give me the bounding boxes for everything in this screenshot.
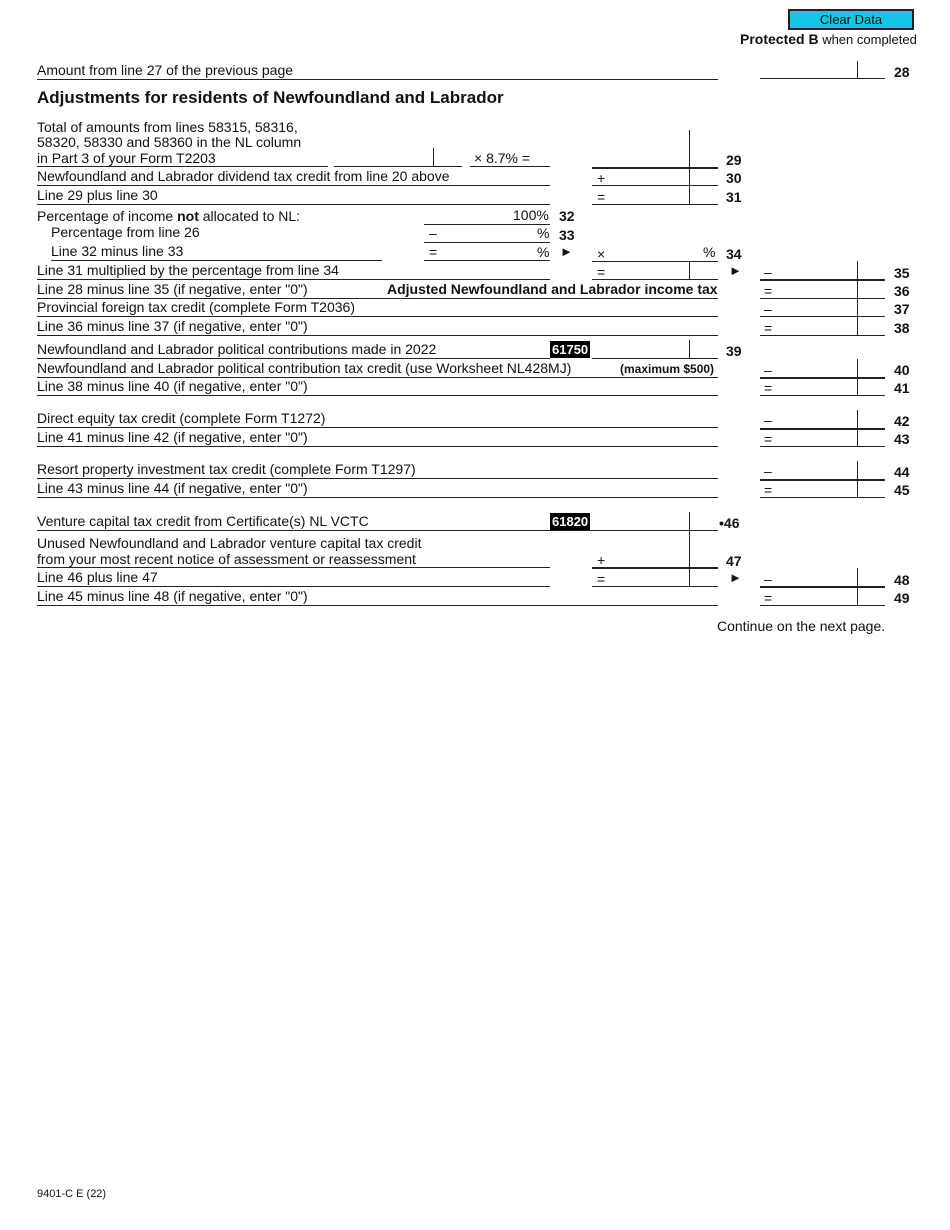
line-40-minus: –	[764, 362, 772, 378]
line-29-label-3: in Part 3 of your Form T2203	[37, 150, 216, 166]
line-28-number: 28	[894, 64, 910, 80]
line-43-label: Line 41 minus line 42 (if negative, enter "0")	[37, 429, 308, 445]
line-35-equals: =	[597, 264, 606, 280]
line-44-label: Resort property investment tax credit (complete Form T1297)	[37, 461, 416, 477]
line-33-minus: –	[429, 225, 437, 241]
line-39-amount-field[interactable]	[592, 340, 718, 358]
line-31-number: 31	[726, 189, 742, 205]
line-42-minus: –	[764, 412, 772, 428]
line-34-percent-sign: %	[537, 244, 550, 260]
form-id: 9401-C E (22)	[37, 1188, 107, 1200]
line-41-label: Line 38 minus line 40 (if negative, enter "0")	[37, 378, 308, 394]
line-41-equals: =	[764, 380, 773, 396]
line-32-label	[37, 208, 300, 224]
protected-b-bold: Protected B	[740, 31, 819, 47]
line-40-label: Newfoundland and Labrador political contribution tax credit (use Worksheet NL428MJ)	[37, 360, 572, 376]
line-32-label-pre: Percentage of income	[37, 208, 178, 224]
line-45-equals: =	[764, 482, 773, 498]
line-47-plus: +	[597, 552, 606, 568]
line-38-equals: =	[764, 320, 773, 336]
line-48-equals: =	[597, 571, 606, 587]
line-29-rate: × 8.7% =	[474, 150, 531, 166]
line-34-label: Line 32 minus line 33	[51, 243, 184, 259]
line-29-number: 29	[726, 152, 742, 168]
line-37-total-field[interactable]	[760, 299, 885, 316]
line-34-equals: =	[429, 244, 438, 260]
line-44-minus: –	[764, 463, 772, 479]
line-29-label-1: Total of amounts from lines 58315, 58316,	[37, 119, 298, 135]
line-31-label: Line 29 plus line 30	[37, 187, 158, 203]
clear-data-button[interactable]: Clear Data	[788, 9, 914, 30]
line-34-arrow-icon: ►	[560, 244, 573, 259]
line-34-number: 34	[726, 246, 742, 262]
line-45-number: 45	[894, 482, 910, 498]
line-32-label-post: allocated to NL:	[198, 208, 301, 224]
line-49-equals: =	[764, 590, 773, 606]
line-33-percent-sign: %	[537, 225, 550, 241]
line-47-number: 47	[726, 553, 742, 569]
line-36-number: 36	[894, 283, 910, 299]
line-37-number: 37	[894, 301, 910, 317]
line-45-total-field[interactable]	[760, 480, 885, 497]
line-44-number: 44	[894, 464, 910, 480]
line-33-percent-field[interactable]	[440, 225, 535, 242]
line-47-label-1: Unused Newfoundland and Labrador venture capital tax credit	[37, 535, 422, 551]
line-47-amount-field[interactable]	[592, 549, 718, 568]
line-31-equals: =	[597, 189, 606, 205]
line-34-times: ×	[597, 246, 606, 262]
line-38-number: 38	[894, 320, 910, 336]
line-37-label: Provincial foreign tax credit (complete Form T2036)	[37, 299, 355, 315]
line-36-bold-label: Adjusted Newfoundland and Labrador income tax	[387, 281, 718, 297]
line-32-number: 32	[559, 208, 575, 224]
line-37-minus: –	[764, 301, 772, 317]
line-39-code-61750: 61750	[552, 342, 589, 357]
line-30-label: Newfoundland and Labrador dividend tax credit from line 20 above	[37, 168, 450, 184]
line-47-label-2: from your most recent notice of assessment or reassessment	[37, 551, 416, 567]
line-33-label: Percentage from line 26	[51, 224, 200, 240]
line-28-label: Amount from line 27 of the previous page	[37, 62, 294, 78]
line-30-plus: +	[597, 170, 606, 186]
line-48-arrow-icon: ►	[729, 570, 742, 585]
line-29-input-field[interactable]	[334, 148, 462, 166]
line-35-amount-field[interactable]	[592, 261, 718, 279]
line-46-label: Venture capital tax credit from Certificate(s) NL VCTC	[37, 513, 369, 529]
line-36-label: Line 28 minus line 35 (if negative, enter "0")	[37, 281, 308, 297]
line-29-amount-field[interactable]	[592, 148, 718, 167]
line-41-total-field[interactable]	[760, 378, 885, 395]
line-48-minus: –	[764, 571, 772, 587]
line-34-percent-field[interactable]	[440, 243, 535, 260]
line-30-amount-field[interactable]	[592, 168, 718, 185]
line-43-number: 43	[894, 431, 910, 447]
line-49-number: 49	[894, 590, 910, 606]
line-48-label: Line 46 plus line 47	[37, 569, 158, 585]
line-42-total-field[interactable]	[760, 410, 885, 429]
line-40-max-note: (maximum $500)	[620, 362, 715, 376]
line-34-percent-sign-2: %	[703, 244, 716, 260]
line-46-code-61820: 61820	[552, 514, 589, 529]
line-31-amount-field[interactable]	[592, 186, 718, 204]
line-46-amount-field[interactable]	[592, 512, 718, 530]
section-title: Adjustments for residents of Newfoundland and Labrador	[37, 88, 504, 107]
line-36-total-field[interactable]	[760, 281, 885, 298]
line-39-number: 39	[726, 343, 742, 359]
line-34-percent-input[interactable]	[610, 244, 700, 261]
line-49-total-field[interactable]	[760, 587, 885, 605]
line-42-label: Direct equity tax credit (complete Form T1272)	[37, 410, 326, 426]
line-40-total-field[interactable]	[760, 359, 885, 378]
line-42-number: 42	[894, 413, 910, 429]
protected-b-label	[740, 31, 917, 48]
line-35-total-field[interactable]	[760, 261, 885, 280]
line-35-label: Line 31 multiplied by the percentage from line 34	[37, 262, 339, 278]
line-28-amount-field[interactable]	[760, 61, 885, 78]
line-43-equals: =	[764, 431, 773, 447]
line-30-number: 30	[726, 170, 742, 186]
line-33-number: 33	[559, 227, 575, 243]
line-35-number: 35	[894, 265, 910, 281]
line-36-equals: =	[764, 283, 773, 299]
line-48-total-field[interactable]	[760, 568, 885, 587]
line-38-total-field[interactable]	[760, 317, 885, 335]
line-38-label: Line 36 minus line 37 (if negative, enter "0")	[37, 318, 308, 334]
line-32-value: 100%	[513, 207, 549, 223]
line-43-total-field[interactable]	[760, 429, 885, 446]
line-46-number: •46	[719, 515, 740, 531]
line-29-label-2: 58320, 58330 and 58360 in the NL column	[37, 134, 302, 150]
line-41-number: 41	[894, 380, 910, 396]
line-35-arrow-icon: ►	[729, 263, 742, 278]
protected-b-rest: when completed	[818, 32, 917, 47]
line-48-number: 48	[894, 572, 910, 588]
line-49-label: Line 45 minus line 48 (if negative, enter "0")	[37, 588, 308, 604]
line-40-number: 40	[894, 362, 910, 378]
line-48-amount-field[interactable]	[592, 569, 718, 586]
line-45-label: Line 43 minus line 44 (if negative, enter "0")	[37, 480, 308, 496]
line-35-minus: –	[764, 264, 772, 280]
continue-note: Continue on the next page.	[717, 618, 886, 634]
line-44-total-field[interactable]	[760, 461, 885, 480]
line-39-label: Newfoundland and Labrador political contributions made in 2022	[37, 341, 437, 357]
line-32-label-bold: not	[177, 208, 199, 224]
